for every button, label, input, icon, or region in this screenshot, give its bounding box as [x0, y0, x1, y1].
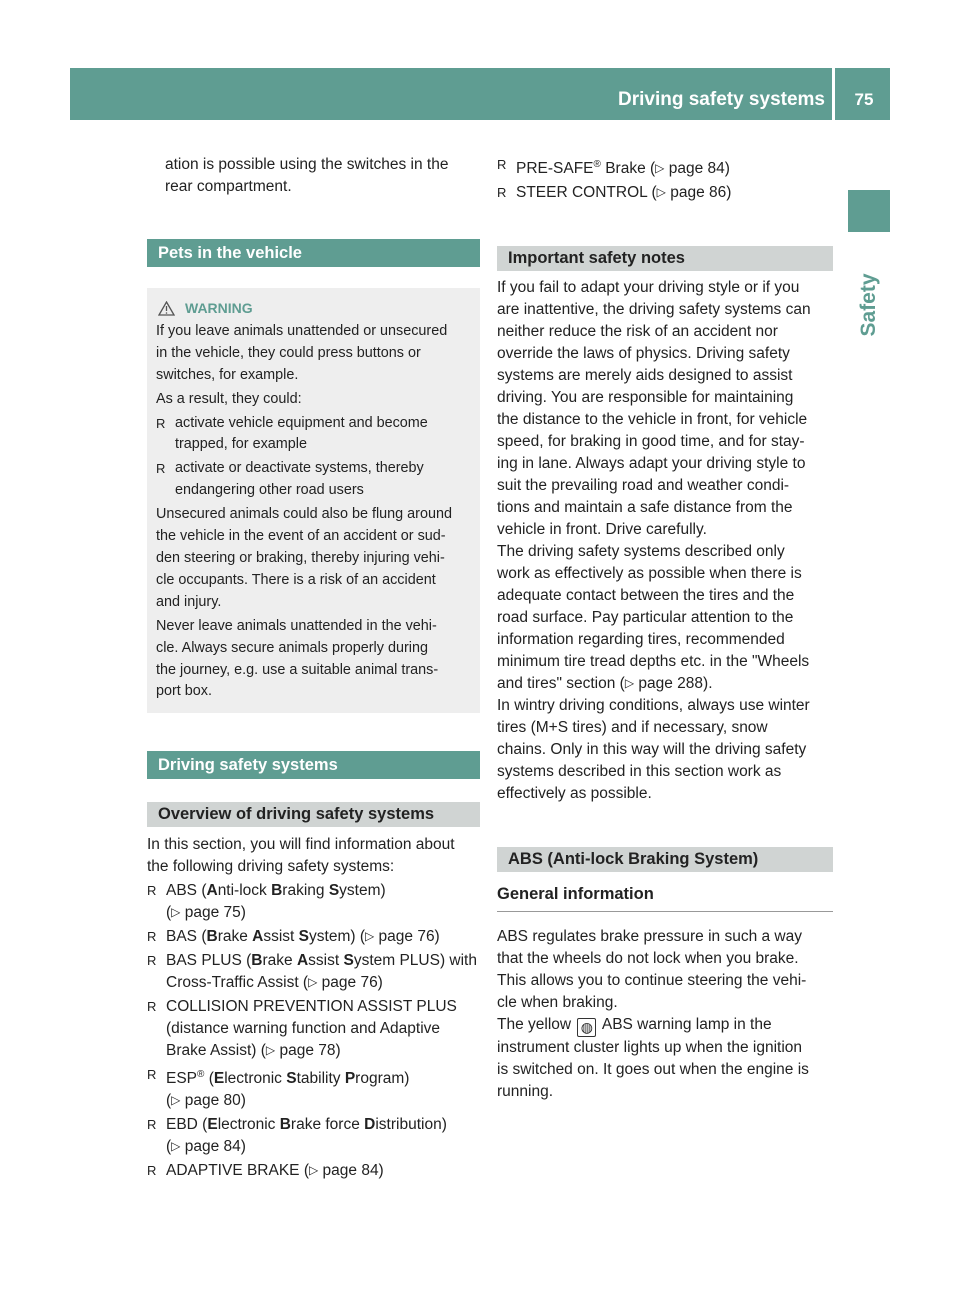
- warning-paragraph: Unsecured animals could also be flung around the vehicle in the event of an accident or sud- den steering or braking, thereby injuring vehi- cle occupants. There is a risk of an accident and injury.: [156, 506, 452, 610]
- subsection-heading-important: Important safety notes: [497, 246, 833, 271]
- warning-triangle-icon: [158, 301, 175, 316]
- important-paragraph: If you fail to adapt your driving style or if you are inattentive, the driving safety systems can neither reduce the risk of an accident nor override the laws of physics. Driving safety systems are merely aids designed to assist driving. You are responsible for maintaining the distance to the vehicle in front, for vehicle speed, for braking in good time, and for stay- ing in lane. Always adapt your driving style to suit the prevailing road and weather condi- tions and maintain a safe distance from the vehicle in front. Drive carefully.: [497, 279, 811, 539]
- abs-paragraph: The yellow ◍ ABS warning lamp in the instrument cluster lights up when the ignition is switched on. It goes out when the engine is running.: [497, 1016, 809, 1101]
- overview-intro: In this section, you will find information about the following driving safety systems:: [147, 836, 455, 876]
- subsection-heading-abs: ABS (Anti-lock Braking System): [497, 847, 833, 872]
- intro-text: ation is possible using the switches in the rear compartment.: [165, 156, 449, 195]
- list-item: R COLLISION PREVENTION ASSIST PLUS (distance warning function and Adaptive Brake Assist) (▷ page 78): [147, 998, 457, 1060]
- section-heading-pets: Pets in the vehicle: [147, 239, 480, 267]
- page-ref-link[interactable]: page 288).: [638, 675, 713, 693]
- warning-paragraph: As a result, they could:: [156, 390, 302, 407]
- page-ref-icon: ▷: [624, 676, 635, 691]
- subsection-heading-overview: Overview of driving safety systems: [147, 802, 480, 827]
- page-ref-link[interactable]: page 84): [668, 160, 730, 178]
- page-ref-link[interactable]: page 86): [670, 184, 732, 202]
- side-tab-label: Safety: [857, 273, 880, 337]
- list-item: R BAS PLUS (Brake Assist System PLUS) with Cross-Traffic Assist (▷ page 76): [147, 952, 477, 992]
- page-ref-link[interactable]: page 76): [378, 928, 440, 946]
- list-item: R activate vehicle equipment and become trapped, for example: [156, 414, 428, 453]
- list-item: R ABS (Anti-lock Braking System) (▷ page 75): [147, 882, 386, 922]
- warning-title: WARNING: [156, 298, 472, 320]
- page-ref-link[interactable]: page 84): [184, 1138, 246, 1156]
- important-paragraph: In wintry driving conditions, always use winter tires (M+S tires) and if necessary, snow chains. Only in this way will the driving safety systems described in this section work as effectively as possible.: [497, 697, 810, 803]
- page-ref-link[interactable]: page 78): [279, 1042, 341, 1060]
- list-item: R ESP® (Electronic Stability Program) (▷ page 80): [147, 1067, 410, 1110]
- page-ref-icon: ▷: [308, 975, 318, 990]
- systems-list-continued: [497, 154, 833, 204]
- list-item: R STEER CONTROL (▷ page 86): [497, 184, 732, 202]
- page-ref-link[interactable]: page 75): [184, 904, 246, 922]
- page-ref-link[interactable]: page 76): [321, 974, 383, 992]
- list-item: R EBD (Electronic Brake force Distribution) (▷ page 84): [147, 1116, 447, 1156]
- warning-bullet-list: [156, 413, 472, 503]
- list-item: R BAS (Brake Assist System) (▷ page 76): [147, 928, 440, 946]
- page-ref-icon: ▷: [308, 1163, 319, 1178]
- important-paragraph: The driving safety systems described only work as effectively as possible when there is adequate contact between the tires and the road surface. Pay particular attention to the information regarding tires, recommended minimum tire tread depths etc. in the "Wheels and tires" section (▷ page 288).: [497, 543, 810, 693]
- page-ref-icon: ▷: [171, 905, 181, 920]
- page-ref-icon: ▷: [171, 1139, 181, 1154]
- warning-box: [147, 288, 480, 713]
- list-item: R ADAPTIVE BRAKE (▷ page 84): [147, 1162, 384, 1180]
- page-ref-icon: ▷: [656, 185, 666, 200]
- page-ref-link[interactable]: page 84): [322, 1162, 384, 1180]
- side-tab-marker: [848, 190, 890, 232]
- section-heading-driving-safety: Driving safety systems: [147, 751, 480, 779]
- list-item: R activate or deactivate systems, thereby endangering other road users: [156, 460, 424, 499]
- page-ref-link[interactable]: page 80): [184, 1092, 246, 1110]
- page-ref-icon: ▷: [364, 929, 375, 944]
- header-separator: [832, 68, 835, 120]
- page-number: 75: [854, 90, 874, 109]
- abs-warning-lamp-icon: ◍: [577, 1018, 596, 1037]
- abs-paragraph: ABS regulates brake pressure in such a way that the wheels do not lock when you brake. This allows you to continue steering the vehi- cle when braking.: [497, 928, 807, 1012]
- list-item: R PRE-SAFE® Brake (▷ page 84): [497, 157, 730, 178]
- page-ref-icon: ▷: [171, 1093, 181, 1108]
- systems-list: [147, 880, 480, 1182]
- warning-paragraph: Never leave animals unattended in the vehi- cle. Always secure animals properly during the journey, e.g. use a suitable animal trans- port box.: [156, 617, 439, 700]
- page-ref-icon: ▷: [265, 1043, 276, 1058]
- page-ref-icon: ▷: [655, 161, 665, 176]
- right-column: [497, 154, 833, 1103]
- warning-paragraph: If you leave animals unattended or unsecured in the vehicle, they could press buttons or switches, for example.: [156, 322, 448, 383]
- page-title: Driving safety systems: [618, 89, 825, 110]
- left-column: [147, 154, 480, 1182]
- subsection-heading-general: General information: [497, 883, 833, 912]
